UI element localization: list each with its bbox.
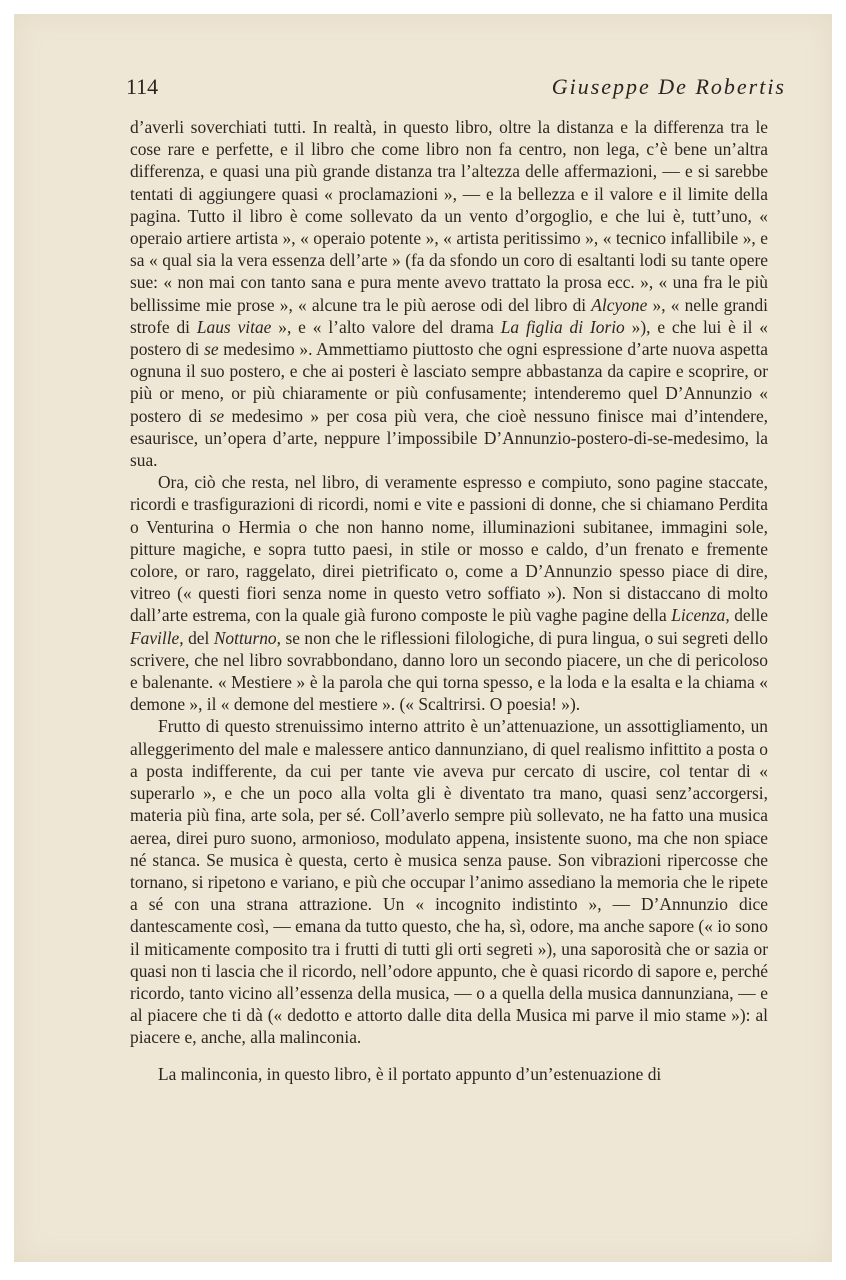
text-run: del [183,627,214,648]
text-run: se non che le riflessioni filologiche, di pura lingua, o sui segreti dello scrivere, che nel libro sovrabbondano, danno loro un secondo piacere, un che di pericoloso e balenante. « Mestiere » è la parola che qui torna spesso, e la loda e la esalta e la chiama « demone », il « demone del mestiere ». (« Scaltrirsi. O poesia! »). [130,627,768,715]
italic-title: Alcyone [591,294,648,315]
text-run: Frutto di questo strenuissimo interno attrito è un’attenuazione, un assottigliamento, un alleggerimento del male e malessere antico dannunziano, di quel realismo infittito a posta o a posta indifferente, da cui per tante vie aveva pur cercato di uscire, col tentar di « superarlo », e che un poco alla volta gli è diventato tra mano, quasi senz’accorgersi, materia più fina, arte sola, per sé. Coll’averlo sempre più sollevato, ne ha fatto una musica aerea, direi puro suono, armonioso, modulato appena, insistente suono, ma che non spiace né stanca. Se musica è questa, certo è musica senza pause. Son vibrazioni ripercosse che tornano, si ripetono e variano, e più che occupar l’animo assediano la memoria che le ripete a sé con una strana attrazione. Un « incognito indistinto », — D’Annunzio dice dantescamente così, — emana da tutto questo, che ha, sì, odore, ma anche sapore (« io sono il miticamente composito tra i frutti di tutti gli orti segreti »), una saporosità che or sazia or quasi non ti lascia che il ricordo, nell’odore appunto, che è quasi ricordo di sapore e, perché ricordo, tanto vicino all’essenza della musica, — o a quella della musica dannunziana, — e al piacere che ti dà (« dedotto e attorto dalle dita della Musica mi parve il mio stame »): al piacere e, anche, alla malinconia. [130,716,768,1048]
text-run: La malinconia, in questo libro, è il portato appunto d’un’estenuazione di [158,1063,662,1084]
italic-title: Faville, [130,627,184,648]
italic-title: Notturno, [213,627,281,648]
text-run: delle [729,605,768,626]
text-run: d’averli soverchiati tutti. In realtà, in questo libro, oltre la distanza e la differenza tra le cose rare e perfette, e il libro che come libro non fa centro, non lega, c’è bene un’altra differenza, e quasi una più grande distanza tra l’altezza delle affermazioni, — e si sarebbe tentati di aggiungere quasi « proclamazioni », — e la bellezza e il valore e il limite della pagina. Tutto il libro è come sollevato da un vento d’orgoglio, e che lui è, tutt’uno, « operaio artiere artista », « operaio potente », « artista peritissimo », « tecnico infallibile », e sa « qual sia la vera essenza dell’arte » (fa da sfondo un coro di esaltanti lodi su tante opere sue: « non mai con tanto sana e pura mente avevo trattato la prosa ecc. », « una fra le più bellissime mie prose », « alcune tra le più aerose odi del libro di [130,117,768,315]
paragraph [130,715,768,1048]
italic-title: Licenza, [671,605,730,626]
text-run: », « nelle grandi strofe di [130,294,768,337]
italic-title: Laus vitae [196,316,272,337]
italic-title: se [209,405,225,426]
body-text [130,116,768,1085]
italic-title: se [204,339,219,360]
text-run: », e « l’alto valore del drama [271,316,501,337]
text-run: medesimo » per cosa più vera, che cioè nessuno finisce mai d’intendere, esaurisce, un’opera d’arte, neppure l’impossibile D’Annunzio-postero-di-se-medesimo, la sua. [130,405,769,471]
running-head: Giuseppe De Robertis [551,74,786,99]
paragraph [130,471,768,715]
paragraph [130,1063,768,1085]
page-header [126,74,786,114]
text-run: Ora, ciò che resta, nel libro, di veramente espresso e compiuto, sono pagine staccate, ricordi e trasfigurazioni di ricordi, nomi e vite e passioni di donne, che si chiamano Perdita o Venturina o Hermia o che non hanno nome, illuminazioni subitanee, immagini sole, pitture magiche, e sopra tutto paesi, in stile or mosso e caldo, d’un frenato e fremente colore, or raro, raggelato, direi pietrificato o, come a D’Annunzio spesso piace di dire, vitreo (« questi fiori senza nome in questo vetro soffiato »). Non si distaccano di molto dall’arte estrema, con la quale già furono composte le più vaghe pagine della [130,472,768,626]
text-run: medesimo ». Ammettiamo piuttosto che ogni espressione d’arte nuova aspetta ognuna il suo postero, e che ai posteri è lasciato sempre abbastanza da capire e scoprire, or più or meno, or più chiaramente or più confusamente; intenderemo quel D’Annunzio « postero di [130,339,768,426]
page-number: 114 [126,74,159,99]
text-run: »), e che lui è il « postero di [130,316,769,360]
italic-title: La figlia di Iorio [500,316,625,337]
paragraph [130,116,768,471]
